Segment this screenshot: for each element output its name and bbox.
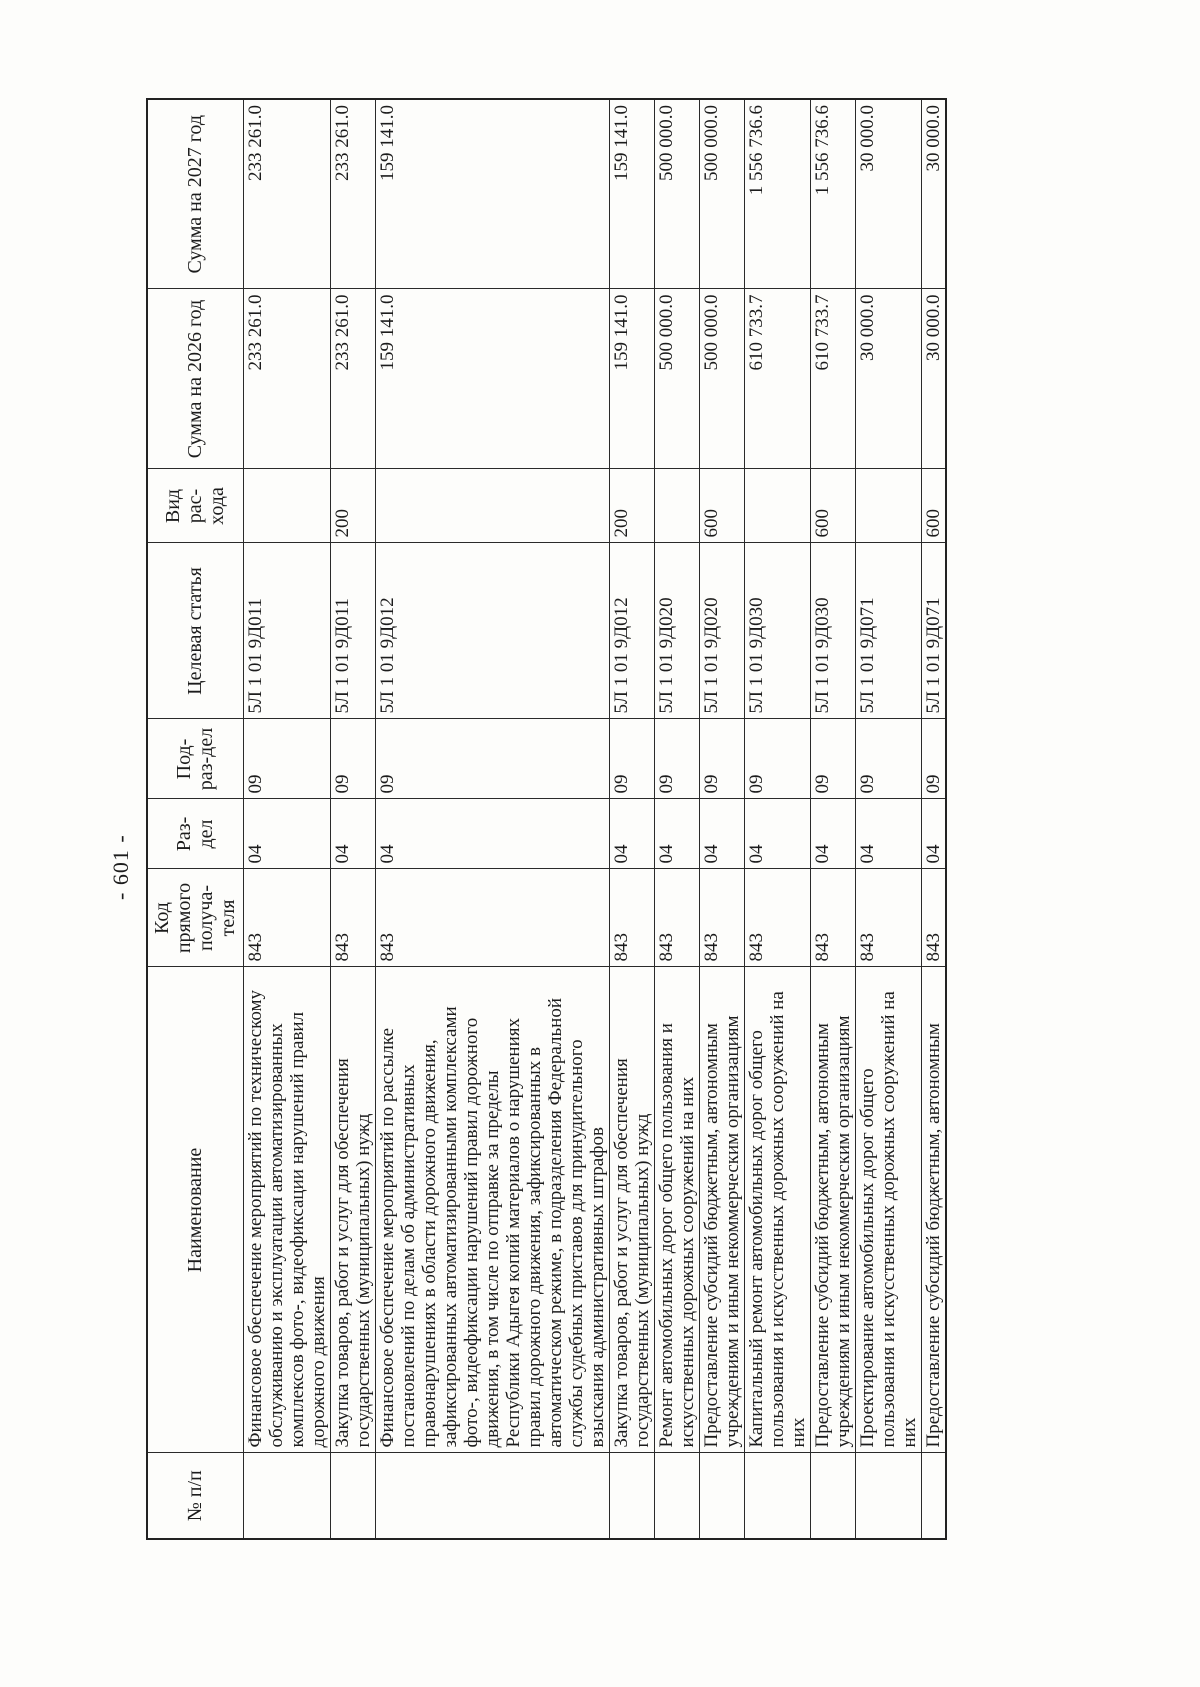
cell-recipient: 843 [810, 869, 855, 967]
cell-name: Закупка товаров, работ и услуг для обеспечения государственных (муниципальных) нужд [609, 967, 654, 1453]
table-row [243, 99, 330, 1539]
cell-section: 04 [810, 799, 855, 869]
table-row [654, 99, 699, 1539]
cell-recipient: 843 [654, 869, 699, 967]
table-row [330, 99, 375, 1539]
cell-section: 04 [855, 799, 921, 869]
cell-kind: 200 [330, 469, 375, 543]
cell-kind [744, 469, 810, 543]
cell-sum-2027: 233 261.0 [243, 99, 330, 289]
cell-sum-2026: 233 261.0 [243, 289, 330, 469]
header-subsection: Под-раз-дел [147, 719, 243, 799]
table-row [921, 99, 946, 1539]
cell-section: 04 [921, 799, 946, 869]
cell-recipient: 843 [855, 869, 921, 967]
header-section: Раз-дел [147, 799, 243, 869]
cell-kind [375, 469, 609, 543]
cell-sum-2026: 500 000.0 [654, 289, 699, 469]
cell-sum-2027: 30 000.0 [855, 99, 921, 289]
cell-idx [330, 1453, 375, 1539]
table-header-row [147, 99, 243, 1539]
budget-table [146, 98, 947, 1540]
cell-kind: 200 [609, 469, 654, 543]
cell-recipient: 843 [699, 869, 744, 967]
cell-section: 04 [243, 799, 330, 869]
cell-sum-2026: 30 000.0 [921, 289, 946, 469]
cell-sum-2027: 1 556 736.6 [744, 99, 810, 289]
cell-idx [855, 1453, 921, 1539]
cell-section: 04 [744, 799, 810, 869]
cell-subsection: 09 [375, 719, 609, 799]
cell-name: Предоставление субсидий бюджетным, автономным учреждениям и иным некоммерческим организациям [810, 967, 855, 1453]
cell-sum-2026: 610 733.7 [810, 289, 855, 469]
cell-sum-2027: 159 141.0 [609, 99, 654, 289]
header-target: Целевая статья [147, 543, 243, 719]
header-kind: Вид рас-хода [147, 469, 243, 543]
cell-subsection: 09 [744, 719, 810, 799]
cell-kind: 600 [699, 469, 744, 543]
cell-target: 5Л 1 01 9Д020 [699, 543, 744, 719]
cell-subsection: 09 [810, 719, 855, 799]
cell-target: 5Л 1 01 9Д030 [744, 543, 810, 719]
cell-sum-2027: 30 000.0 [921, 99, 946, 289]
cell-target: 5Л 1 01 9Д012 [609, 543, 654, 719]
cell-recipient: 843 [243, 869, 330, 967]
cell-name: Проектирование автомобильных дорог общего пользования и искусственных дорожных сооружений на них [855, 967, 921, 1453]
cell-sum-2027: 233 261.0 [330, 99, 375, 289]
cell-target: 5Л 1 01 9Д071 [921, 543, 946, 719]
cell-section: 04 [609, 799, 654, 869]
cell-name: Финансовое обеспечение мероприятий по техническому обслуживанию и эксплуатации автоматизированных комплексов фото-, видеофиксации нарушений правил дорожного движения [243, 967, 330, 1453]
cell-name: Капитальный ремонт автомобильных дорог общего пользования и искусственных дорожных сооружений на них [744, 967, 810, 1453]
cell-target: 5Л 1 01 9Д011 [330, 543, 375, 719]
cell-name: Финансовое обеспечение мероприятий по рассылке постановлений по делам об административных правонарушениях в области дорожного движения, зафиксированных автоматизированными комплексами фото-, видеофиксации нарушений правил дорожного движения, в том числе по отправке за пределы Республики Адыгея копий материалов о нарушениях правил дорожного движения, зафиксированных в автоматическом режиме, в подразделения Федеральной службы судебных приставов для принудительного взыскания административных штрафов [375, 967, 609, 1453]
cell-subsection: 09 [330, 719, 375, 799]
cell-idx [243, 1453, 330, 1539]
cell-recipient: 843 [375, 869, 609, 967]
cell-sum-2026: 610 733.7 [744, 289, 810, 469]
cell-idx [699, 1453, 744, 1539]
cell-sum-2026: 30 000.0 [855, 289, 921, 469]
cell-target: 5Л 1 01 9Д071 [855, 543, 921, 719]
page-number: - 601 - [108, 834, 133, 900]
header-sum-2026: Сумма на 2026 год [147, 289, 243, 469]
cell-subsection: 09 [855, 719, 921, 799]
cell-idx [810, 1453, 855, 1539]
cell-section: 04 [654, 799, 699, 869]
table-row [744, 99, 810, 1539]
cell-idx [609, 1453, 654, 1539]
cell-name: Предоставление субсидий бюджетным, автономным учреждениям и иным некоммерческим организациям [699, 967, 744, 1453]
cell-target: 5Л 1 01 9Д011 [243, 543, 330, 719]
cell-subsection: 09 [699, 719, 744, 799]
cell-kind: 600 [921, 469, 946, 543]
cell-subsection: 09 [243, 719, 330, 799]
cell-recipient: 843 [609, 869, 654, 967]
cell-section: 04 [375, 799, 609, 869]
cell-sum-2026: 159 141.0 [375, 289, 609, 469]
cell-subsection: 09 [654, 719, 699, 799]
cell-kind [855, 469, 921, 543]
cell-idx [654, 1453, 699, 1539]
cell-kind: 600 [810, 469, 855, 543]
cell-sum-2026: 159 141.0 [609, 289, 654, 469]
cell-sum-2026: 500 000.0 [699, 289, 744, 469]
cell-sum-2027: 159 141.0 [375, 99, 609, 289]
cell-name: Закупка товаров, работ и услуг для обеспечения государственных (муниципальных) нужд [330, 967, 375, 1453]
cell-subsection: 09 [609, 719, 654, 799]
cell-sum-2026: 233 261.0 [330, 289, 375, 469]
header-recipient: Код прямого получа-теля [147, 869, 243, 967]
cell-sum-2027: 1 556 736.6 [810, 99, 855, 289]
cell-recipient: 843 [744, 869, 810, 967]
cell-target: 5Л 1 01 9Д020 [654, 543, 699, 719]
cell-idx [744, 1453, 810, 1539]
rotated-page [100, 100, 1050, 1560]
cell-section: 04 [699, 799, 744, 869]
table-row [699, 99, 744, 1539]
header-name: Наименование [147, 967, 243, 1453]
cell-subsection: 09 [921, 719, 946, 799]
cell-recipient: 843 [330, 869, 375, 967]
header-idx: № п/п [147, 1453, 243, 1539]
cell-kind [654, 469, 699, 543]
cell-kind [243, 469, 330, 543]
cell-idx [375, 1453, 609, 1539]
table-row [609, 99, 654, 1539]
cell-target: 5Л 1 01 9Д030 [810, 543, 855, 719]
cell-target: 5Л 1 01 9Д012 [375, 543, 609, 719]
cell-sum-2027: 500 000.0 [699, 99, 744, 289]
cell-recipient: 843 [921, 869, 946, 967]
cell-name: Ремонт автомобильных дорог общего пользования и искусственных дорожных сооружений на них [654, 967, 699, 1453]
table-row [855, 99, 921, 1539]
cell-idx [921, 1453, 946, 1539]
cell-section: 04 [330, 799, 375, 869]
cell-sum-2027: 500 000.0 [654, 99, 699, 289]
table-row [810, 99, 855, 1539]
cell-name: Предоставление субсидий бюджетным, автономным [921, 967, 946, 1453]
header-sum-2027: Сумма на 2027 год [147, 99, 243, 289]
table-row [375, 99, 609, 1539]
